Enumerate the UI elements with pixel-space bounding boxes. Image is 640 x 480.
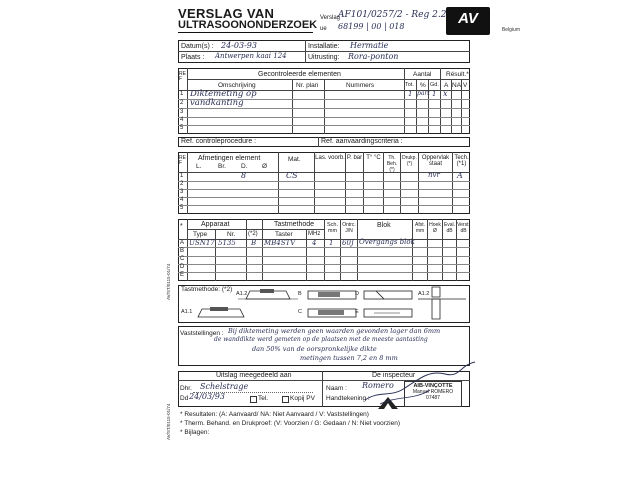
stamp-line-3: 07487	[426, 395, 440, 401]
s3-rowa-ontrc: 60	[342, 239, 351, 247]
naam-value: Romero	[362, 381, 394, 390]
s1-aantal-gd: Gd.	[430, 82, 439, 88]
footnote-1: * Resultaten: (A: Aanvaard/ NA: Niet Aanvaard / V: Vaststellingen)	[180, 411, 369, 418]
s3-row-d: D	[180, 264, 185, 270]
s3-verst: Verst. dB	[457, 222, 470, 234]
ref-aanvaardingscriteria: Ref. aanvaardingscriteria :	[321, 138, 403, 145]
diagram-label-a11: A1.1	[181, 309, 193, 315]
s3-ontrc: Ontrc. J/N	[342, 222, 356, 234]
s3-c2: (*2)	[248, 231, 258, 237]
side-code-bottom: AV/ST/0115-01/74	[166, 403, 171, 440]
s2-druk: Drukp. (*)	[402, 155, 417, 167]
s1-row-4: 4	[180, 117, 184, 123]
s1-result-v: V	[463, 82, 468, 89]
footnote-2: * Therm. Behand. en Drukproef: (V: Voorzien / G: Gedaan / N: Niet voorzien)	[180, 420, 401, 427]
s3-row-c: C	[180, 256, 185, 262]
installatie-label: Installatie:	[308, 43, 340, 50]
s1-row1-gd: 1	[432, 90, 437, 98]
s1-row1-pct: part	[417, 90, 430, 97]
s1-row-3: 3	[180, 109, 184, 115]
diagram-b	[308, 291, 356, 299]
diagram-a11	[198, 307, 244, 317]
s3-afst: Afst. mm	[414, 222, 425, 234]
s1-row1-result: x	[443, 89, 448, 98]
diagram-label-c: C	[298, 309, 302, 315]
av-logo-text: AV	[458, 10, 478, 27]
s1-col-nrplan: Nr. plan	[296, 82, 319, 89]
s2-row1-opp: nvr	[428, 171, 440, 179]
s2-col-d: D.	[241, 163, 248, 170]
s2-row-5: 5	[180, 205, 184, 211]
s2-opp: Oppervlak staat	[421, 155, 450, 167]
tel-label: Tel.	[258, 395, 269, 402]
s1-row1-desc: Diktemeting op	[190, 89, 257, 99]
s2-p: P. bar	[346, 155, 363, 161]
diagram-c	[308, 309, 356, 317]
naam-label: Naam :	[326, 385, 347, 392]
s1-col-omschrijving: Omschrijving	[218, 82, 256, 89]
uitslag-label: Uitslag meegedeeld aan	[216, 372, 292, 379]
s1-aantal-pct: %	[420, 82, 426, 89]
s2-las: Las. voorb.	[315, 155, 345, 161]
diagram-label-a12-right: A1.2	[418, 291, 430, 297]
vaststellingen-line-4: metingen tussen 7,2 en 8 mm	[300, 354, 398, 362]
s3-taster: Taster	[275, 231, 293, 238]
s3-star: *	[180, 223, 183, 230]
side-code-top: AV/ST/0115-01/74	[166, 263, 171, 300]
installatie-value: Hermatie	[350, 41, 389, 50]
s3-row-b: B	[180, 248, 185, 254]
s1-row2-desc: vandkanting	[190, 98, 244, 108]
s2-th: Th. Beh. (*)	[386, 155, 398, 173]
handtekening-label: Handtekening :	[326, 395, 370, 402]
verslag-value: AF101/0257/2 - Reg 2.2	[338, 10, 447, 20]
s1-row-2: 2	[180, 100, 184, 106]
stamp-line-2: Manuel ROMERO	[412, 389, 454, 395]
s2-title: Afmetingen element	[198, 155, 261, 162]
s2-t: T° °C	[366, 155, 381, 161]
diagram-label-d: D	[355, 291, 359, 297]
signature	[360, 360, 480, 410]
s3-mhz: MHz	[308, 231, 321, 237]
s3-apparaat: Apparaat	[201, 221, 230, 228]
s2-col-br: Br.	[218, 163, 226, 170]
s3-rowa-sch: 1	[329, 239, 334, 247]
s2-row-4: 4	[180, 197, 184, 203]
s3-rowa-type: USN17	[189, 239, 215, 247]
s3-row-a: A	[180, 240, 185, 246]
verslag-label: Verslag	[320, 15, 341, 21]
s3-rowa-j: J	[351, 239, 354, 247]
tastmethode-title: Tastmethode: (*2)	[181, 286, 233, 293]
s2-tech: Tech. (*1)	[454, 155, 469, 167]
s3-hoek: Hoek Ø	[429, 222, 441, 234]
s3-rowa-taster: MB4STV	[264, 239, 296, 247]
uitrusting-value: Rora-ponton	[348, 52, 399, 61]
s3-rowa-mhz: 4	[312, 239, 317, 247]
s3-rowa-nr: 5135	[218, 239, 236, 247]
s1-col-nummers: Nummers	[346, 82, 375, 89]
s3-eval: Eval. dB	[443, 222, 456, 234]
s2-row-1: 1	[180, 173, 184, 179]
ue-label: ue	[320, 26, 327, 32]
title-line-1: VERSLAG VAN	[178, 6, 275, 21]
av-logo	[446, 7, 520, 35]
dhr-value: Schelstrage	[200, 382, 249, 391]
s3-rowa-c2: B	[251, 239, 257, 247]
s2-row1-tech: A	[457, 171, 463, 180]
s2-row-3: 3	[180, 189, 184, 195]
inspecteur-label: De inspecteur	[372, 372, 416, 379]
s3-nr: Nr.	[227, 231, 236, 238]
diagram-label-a12-left: A1.2	[236, 291, 248, 297]
s3-row-e: E	[180, 272, 185, 278]
s1-aantal-tot: Tot.	[405, 82, 414, 88]
tel-checkbox[interactable]	[250, 396, 257, 403]
date-label: Dd	[180, 395, 189, 402]
dhr-label: Dhr.	[180, 385, 192, 392]
diagram-label-b: B	[298, 291, 302, 297]
s1-row-1: 1	[180, 91, 184, 97]
ref-controleprocedure: Ref. controleprocedure :	[181, 138, 257, 145]
s2-row1-d: 8	[241, 171, 247, 180]
kopij-checkbox[interactable]	[282, 396, 289, 403]
s2-col-diam: Ø	[262, 163, 268, 170]
s2-row1-mat: CS	[286, 171, 298, 180]
vaststellingen-label: Vaststellingen :	[180, 330, 224, 337]
uitrusting-label: Uitrusting:	[308, 54, 340, 61]
footnote-3: * Bijlagen:	[180, 429, 210, 436]
s2-col-l: L.	[196, 163, 202, 170]
s1-ref-label: REF	[179, 71, 186, 82]
date-value: 24/03/93	[189, 392, 225, 401]
plaats-label: Plaats :	[181, 54, 205, 61]
av-logo-sub: Belgium	[501, 27, 520, 33]
vaststellingen-line-2: de wanddikte werd gemeten op de plaatsen met de meeste aantasting	[214, 336, 428, 343]
ue-value: 68199 | 00 | 018	[338, 22, 405, 31]
vaststellingen-line-1: Bij diktemeting werden geen waarden gevonden lager dan 6mm	[228, 327, 441, 335]
s3-rowa-blok: Overgangs blok	[359, 238, 415, 246]
kopij-label: Kopij PV	[290, 395, 315, 402]
diagram-d	[364, 291, 412, 299]
s1-result-label: Résult.*	[446, 71, 469, 78]
plaats-value: Antwerpen kaai 124	[215, 52, 287, 60]
datum-value: 24-03-93	[221, 41, 257, 50]
s3-tastmethode: Tastmethode	[274, 221, 315, 228]
title-line-2: ULTRASOONONDERZOEK	[178, 19, 318, 31]
diagram-label-e: E	[355, 309, 359, 315]
s1-row1-tot: 1	[408, 90, 413, 98]
s1-title: Gecontroleerde elementen	[258, 71, 341, 78]
s1-result-a: A	[444, 82, 449, 89]
s1-row-5: 5	[180, 125, 184, 131]
s1-aantal-label: Aantal	[413, 71, 432, 78]
s3-blok: Blok	[377, 222, 391, 229]
s3-sch: Sch. mm	[326, 222, 338, 234]
s2-row-2: 2	[180, 181, 184, 187]
datum-label: Datum(s) :	[181, 43, 214, 50]
s3-type: Type	[193, 231, 208, 238]
s2-mat: Mat.	[288, 156, 301, 163]
s2-ref-label: REF	[179, 155, 186, 166]
diagram-e	[364, 309, 412, 317]
stamp-line-1: AIB-VINÇOTTE	[413, 383, 453, 389]
vaststellingen-line-3: dan 50% van de oorspronkelijke dikte	[252, 345, 377, 353]
s1-result-na: NA	[452, 82, 462, 89]
